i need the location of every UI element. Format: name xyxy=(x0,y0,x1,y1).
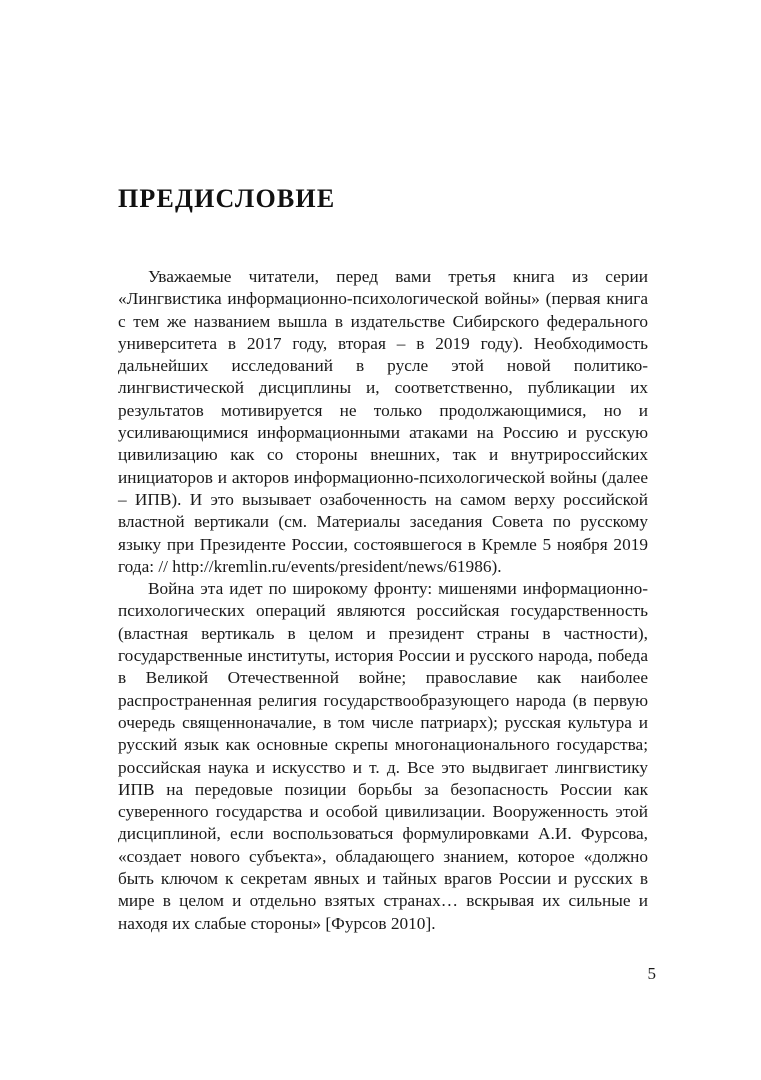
body-text xyxy=(118,266,648,935)
page-heading: ПРЕДИСЛОВИЕ xyxy=(118,184,336,213)
paragraph-1: Уважаемые читатели, перед вами третья книга из серии «Лингвистика информационно-психологической войны» (первая книга с тем же названием вышла в издательстве Сибирского федерального университета в 2017 году, вторая – в 2019 году). Необходимость дальнейших исследований в русле этой новой политико-лингвистической дисциплины и, соответственно, публикации их результатов мотивируется не только продолжающимися, но и усиливающимися информационными атаками на Россию и русскую цивилизацию как со стороны внешних, так и внутрироссийских инициаторов и акторов информационно-психологической войны (далее – ИПВ). И это вызывает озабоченность на самом верху российской властной вертикали (см. Материалы заседания Совета по русскому языку при Президенте России, состоявшегося в Кремле 5 ноября 2019 года: // http://kremlin.ru/events/president/news/61986). xyxy=(118,267,648,576)
paragraph-2: Война эта идет по широкому фронту: мишенями информационно-психологических операций являются российская государственность (властная вертикаль в целом и президент страны в частности), государственные институты, история России и русского народа, победа в Великой Отечественной войне; православие как наиболее распространенная религия государствообразующего народа (в первую очередь священноначалие, в том числе патриарх); русская культура и русский язык как основные скрепы многонационального государства; российская наука и искусство и т. д. Все это выдвигает лингвистику ИПВ на передовые позиции борьбы за безопасность России как суверенного государства и особой цивилизации. Вооруженность этой дисциплиной, если воспользоваться формулировками А.И. Фурсова, «создает нового субъекта», обладающего знанием, которое «должно быть ключом к секретам явных и тайных врагов России и русских в мире в целом и отдельно взятых странах… вскрывая их сильные и находя их слабые стороны» [Фурсов 2010]. xyxy=(118,579,648,933)
page-number: 5 xyxy=(647,964,656,983)
